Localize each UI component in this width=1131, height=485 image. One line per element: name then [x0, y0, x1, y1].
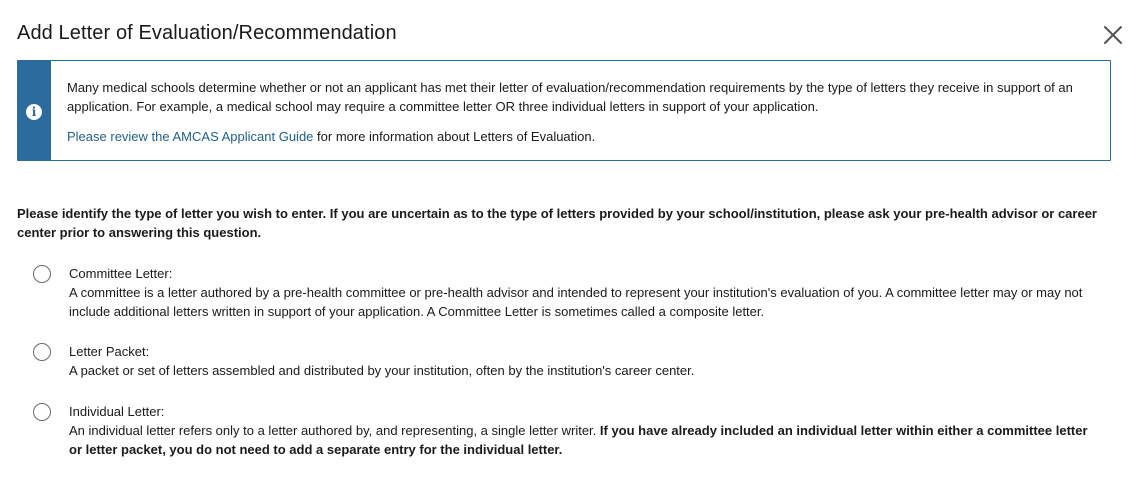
option-bold-note: If you have already included an individual letter within either a committee letter or letter packet, you do not need to add a separate entry for the individual letter.	[69, 423, 1088, 457]
info-strip	[18, 61, 51, 160]
option-text	[69, 265, 1099, 321]
radio-letter-packet[interactable]	[33, 343, 51, 361]
option-description	[69, 421, 1099, 459]
option-desc-text: A packet or set of letters assembled and distributed by your institution, often by the institution's career center.	[69, 363, 695, 378]
close-button[interactable]	[1100, 22, 1126, 48]
close-icon	[1100, 22, 1126, 48]
option-title: Committee Letter:	[69, 266, 173, 281]
letter-type-question: Please identify the type of letter you wish to enter. If you are uncertain as to the type of letters provided by your school/institution, please ask your pre-health advisor or career center prior to answering this question.	[17, 206, 1097, 240]
option-text	[69, 343, 1099, 380]
modal-title: Add Letter of Evaluation/Recommendation	[17, 22, 397, 44]
radio-committee-letter[interactable]	[33, 265, 51, 283]
option-description	[69, 283, 1099, 321]
option-description	[69, 361, 1099, 380]
info-link-suffix: for more information about Letters of Evaluation.	[313, 129, 596, 144]
option-desc-text: An individual letter refers only to a letter authored by, and representing, a single letter writer.	[69, 423, 600, 438]
option-title: Individual Letter:	[69, 404, 165, 419]
info-link-line	[67, 127, 595, 146]
applicant-guide-link[interactable]: Please review the AMCAS Applicant Guide	[67, 129, 314, 144]
option-text	[69, 403, 1099, 459]
option-desc-text: A committee is a letter authored by a pre-health committee or pre-health advisor and intended to represent your institution's evaluation of you. A committee letter may or may not include additional letters written in support of your application. A Committee Letter is sometimes called a composite letter.	[69, 285, 1083, 319]
radio-individual-letter[interactable]	[33, 403, 51, 421]
option-title: Letter Packet:	[69, 344, 150, 359]
info-callout	[17, 60, 1111, 161]
info-text: Many medical schools determine whether or not an applicant has met their letter of evaluation/recommendation requirements by the type of letters they receive in support of an application. For example, a medical school may require a committee letter OR three individual letters in support of your application.	[67, 80, 1073, 114]
info-icon: i	[26, 104, 42, 120]
